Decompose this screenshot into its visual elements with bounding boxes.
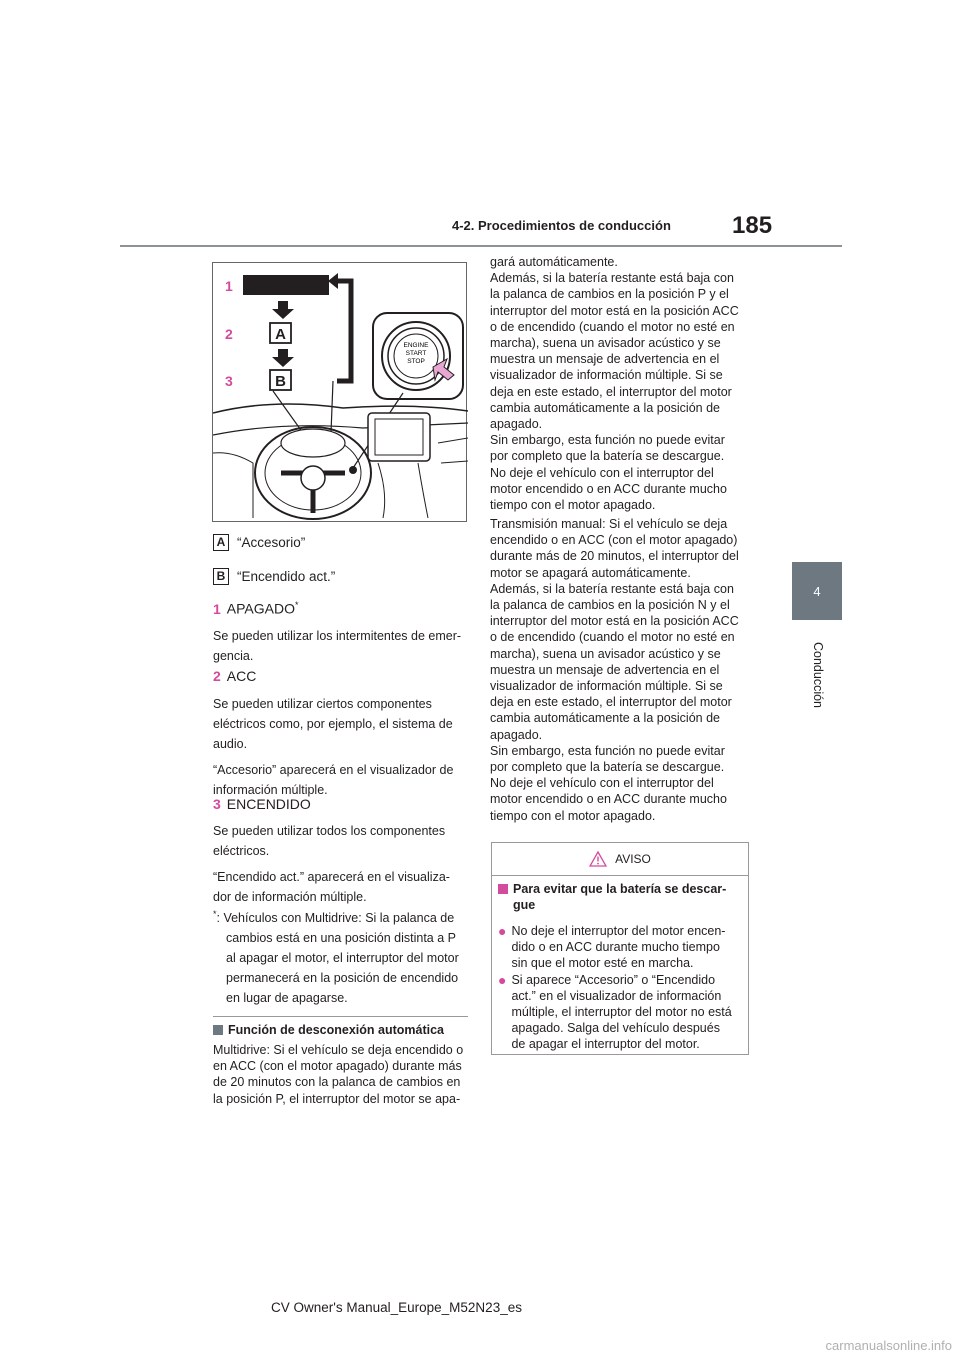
item-2-body	[213, 694, 468, 800]
para2-line: apagado.	[490, 727, 543, 742]
bullet-line: apagado. Salga del vehículo después	[511, 1021, 720, 1035]
button-text-start: START	[405, 350, 427, 357]
legend-key-b: B	[213, 568, 229, 585]
watermark[interactable]: carmanualsonline.info	[825, 1338, 952, 1353]
para1-line: interruptor del motor está en la posición ACC	[490, 303, 739, 318]
para1-line: apagado.	[490, 417, 543, 432]
figure-num-1: 1	[225, 278, 233, 294]
bullet-dot-icon: ●	[498, 972, 507, 988]
item-1-line: gencia.	[213, 649, 254, 663]
auto-off-line: Multidrive: Si el vehículo se deja encendido o	[213, 1043, 464, 1057]
footer-manual-id: CV Owner's Manual_Europe_M52N23_es	[271, 1300, 522, 1315]
item-2-line: “Accesorio” aparecerá en el visualizador de	[213, 763, 454, 777]
para2-line: muestra un mensaje de advertencia en el	[490, 662, 720, 677]
para1-line: gará automáticamente.	[490, 255, 618, 269]
item-3-line: eléctricos.	[213, 844, 270, 858]
section-divider	[213, 1016, 468, 1017]
footnote	[213, 904, 468, 1008]
para2-line: cambia automáticamente a la posición de	[490, 711, 720, 726]
engine-switch-illustration	[212, 262, 467, 522]
item-2-number: 2	[213, 668, 221, 684]
para2-line: marcha), suena un avisador acústico y se	[490, 646, 721, 661]
dashboard-drawing	[213, 263, 468, 523]
item-3-number: 3	[213, 796, 221, 812]
para2-line: encendido o en ACC (con el motor apagado)	[490, 533, 738, 548]
para1-line: deja en este estado, el interruptor del motor	[490, 384, 732, 399]
section-title: 4-2. Procedimientos de conducción	[452, 218, 671, 233]
footnote-line: cambios está en una posición distinta a P	[226, 931, 456, 946]
warning-subheading-line: gue	[513, 898, 536, 912]
bullet-line: act.” en el visualizador de información	[511, 989, 722, 1003]
para2-line: No deje el vehículo con el interruptor del	[490, 776, 714, 791]
figure-box-a: A	[275, 326, 286, 343]
bullet-line: No deje el interruptor del motor encen-	[511, 924, 726, 938]
item-1-line: Se pueden utilizar los intermitentes de emer-	[213, 629, 462, 643]
auto-off-heading	[213, 1023, 444, 1037]
item-3-body	[213, 821, 468, 907]
auto-off-heading-text: Función de desconexión automática	[228, 1023, 445, 1037]
para1-line: cambia automáticamente a la posición de	[490, 400, 720, 415]
auto-off-line: en ACC (con el motor apagado) durante más	[213, 1059, 462, 1074]
footnote-line: al apagar el motor, el interruptor del motor	[226, 951, 459, 966]
para1-line: No deje el vehículo con el interruptor del	[490, 465, 714, 480]
auto-off-right-para-1	[490, 254, 752, 513]
para1-line: motor encendido o en ACC durante mucho	[490, 481, 727, 496]
chapter-label: Conducción	[811, 641, 825, 708]
item-3-line: Se pueden utilizar todos los componentes	[213, 824, 446, 838]
para2-line: durante más de 20 minutos, el interruptor del	[490, 549, 739, 564]
chapter-tab[interactable]	[792, 562, 842, 620]
item-2-heading	[213, 668, 256, 684]
para1-line: tiempo con el motor apagado.	[490, 498, 656, 513]
item-2-line: audio.	[213, 737, 248, 751]
auto-off-line: de 20 minutos con la palanca de cambios en	[213, 1075, 461, 1090]
figure-num-2: 2	[225, 326, 233, 342]
warning-title: AVISO	[615, 852, 651, 866]
square-bullet-icon	[213, 1025, 223, 1035]
para1-line: Además, si la batería restante está baja con	[490, 271, 734, 286]
para1-line: la palanca de cambios en la posición P y el	[490, 287, 729, 302]
item-2-title: ACC	[226, 668, 257, 684]
para2-line: motor encendido o en ACC durante mucho	[490, 792, 727, 807]
warning-divider	[492, 875, 748, 876]
para1-line: visualizador de información múltiple. Si se	[490, 368, 723, 383]
para1-line: por completo que la batería se descargue.	[490, 449, 725, 464]
para2-line: la palanca de cambios en la posición N y el	[490, 598, 730, 613]
footnote-mark: *	[213, 909, 217, 919]
button-text-engine: ENGINE	[403, 342, 429, 349]
para2-line: deja en este estado, el interruptor del motor	[490, 695, 732, 710]
footnote-line: permanecerá en la posición de encendido	[226, 971, 459, 986]
legend-b	[213, 568, 335, 585]
para1-line: marcha), suena un avisador acústico y se	[490, 336, 721, 351]
warning-bullet-2	[498, 972, 742, 1052]
item-1-number: 1	[213, 600, 221, 617]
header-rule	[120, 245, 842, 247]
footnote-line: : Vehículos con Multidrive: Si la palanca de	[216, 911, 455, 926]
button-text-stop: STOP	[407, 358, 425, 365]
legend-key-a: A	[213, 534, 229, 551]
para2-line: Sin embargo, esta función no puede evitar	[490, 743, 725, 758]
footnote-line: en lugar de apagarse.	[226, 991, 348, 1006]
legend-text-b: “Encendido act.”	[237, 569, 336, 584]
para2-line: por completo que la batería se descargue.	[490, 760, 725, 775]
para1-line: muestra un mensaje de advertencia en el	[490, 352, 720, 367]
para2-line: tiempo con el motor apagado.	[490, 808, 656, 823]
item-1-heading	[213, 600, 299, 617]
page-number: 185	[732, 212, 773, 239]
warning-header	[492, 843, 748, 875]
item-1-body	[213, 626, 468, 666]
legend-text-a: “Accesorio”	[237, 535, 306, 550]
para2-line: visualizador de información múltiple. Si se	[490, 679, 723, 694]
bullet-line: Si aparece “Accesorio” o “Encendido	[511, 973, 716, 987]
bullet-line: múltiple, el interruptor del motor no está	[511, 1005, 732, 1019]
bullet-line: sin que el motor esté en marcha.	[511, 956, 694, 970]
para2-line: interruptor del motor está en la posición ACC	[490, 614, 739, 629]
warning-subheading	[498, 881, 742, 913]
pink-square-icon	[498, 884, 508, 894]
para2-line: motor se apagará automáticamente.	[490, 565, 691, 580]
bullet-dot-icon: ●	[498, 923, 507, 939]
para1-line: Sin embargo, esta función no puede evitar	[490, 433, 725, 448]
item-1-footnote-mark: *	[295, 600, 299, 610]
item-3-line: “Encendido act.” aparecerá en el visualiza-	[213, 870, 450, 884]
para1-line: o de encendido (cuando el motor no esté en	[490, 319, 735, 334]
auto-off-right-para-2	[490, 516, 752, 824]
warning-triangle-icon	[589, 851, 607, 867]
warning-subheading-line: Para evitar que la batería se descar-	[513, 882, 727, 896]
warning-box	[491, 842, 749, 1055]
item-2-line: Se pueden utilizar ciertos componentes	[213, 697, 432, 711]
legend-a	[213, 534, 305, 551]
item-3-heading	[213, 796, 311, 812]
item-2-line: información múltiple.	[213, 783, 328, 797]
auto-off-line: la posición P, el interruptor del motor se apa-	[213, 1091, 461, 1106]
item-1-title: APAGADO	[226, 600, 295, 617]
item-3-title: ENCENDIDO	[226, 796, 311, 812]
para2-line: Transmisión manual: Si el vehículo se deja	[490, 517, 728, 531]
para2-line: o de encendido (cuando el motor no esté en	[490, 630, 735, 645]
auto-off-left-text	[213, 1042, 473, 1107]
bullet-line: de apagar el interruptor del motor.	[511, 1037, 700, 1051]
item-2-line: eléctricos como, por ejemplo, el sistema de	[213, 717, 453, 731]
warning-bullet-1	[498, 923, 742, 971]
chapter-number: 4	[813, 583, 821, 599]
bullet-line: dido o en ACC durante mucho tiempo	[511, 940, 720, 954]
item-3-line: dor de información múltiple.	[213, 890, 367, 904]
para2-line: Además, si la batería restante está baja con	[490, 581, 734, 596]
figure-box-b: B	[275, 373, 286, 390]
figure-num-3: 3	[225, 373, 233, 389]
